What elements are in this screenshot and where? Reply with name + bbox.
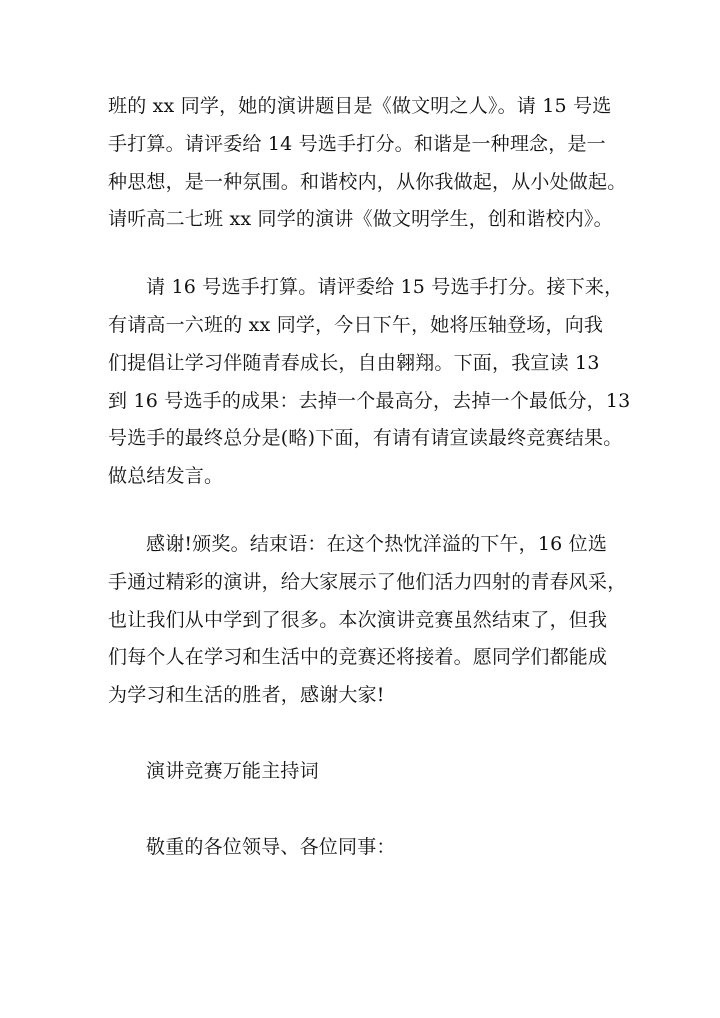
text-line: 到 16 号选手的成果：去掉一个最高分，去掉一个最低分，13	[108, 389, 631, 412]
text-line: 班的 xx 同学，她的演讲题目是《做文明之人》。请 15 号选	[108, 95, 612, 117]
paragraph-results	[108, 269, 631, 496]
text-line: 手通过精彩的演讲，给大家展示了他们活力四射的青春风采，	[108, 570, 627, 593]
salutation	[108, 829, 616, 867]
text-line: 手打算。请评委给 14 号选手打分。和谐是一种理念，是一	[108, 132, 606, 155]
text-line: 请听高二七班 xx 同学的演讲《做文明学生，创和谐校内》。	[108, 208, 613, 231]
text-line: 号选手的最终总分是(略)下面，有请有请宣读最终竞赛结果。	[108, 427, 623, 450]
text-line: 为学习和生活的胜者，感谢大家!	[108, 684, 385, 707]
text-line: 们提倡让学习伴随青春成长，自由翱翔。下面，我宣读 13	[108, 351, 600, 374]
text-line: 种思想，是一种氛围。和谐校内，从你我做起，从小处做起。	[108, 170, 627, 193]
text-line: 请 16 号选手打算。请评委给 15 号选手打分。接下来，	[146, 276, 624, 299]
heading-line: 演讲竞赛万能主持词	[146, 759, 319, 782]
text-line: 做总结发言。	[108, 465, 224, 488]
salutation-line: 敬重的各位领导、各位同事：	[146, 835, 396, 858]
text-line: 有请高一六班的 xx 同学，今日下午，她将压轴登场，向我	[108, 313, 604, 336]
text-line: 也让我们从中学到了很多。本次演讲竞赛虽然结束了，但我	[108, 608, 608, 631]
document-body	[108, 88, 631, 867]
text-line: 们每个人在学习和生活中的竞赛还将接着。愿同学们都能成	[108, 646, 608, 669]
text-line: 感谢!颁奖。结束语：在这个热忱洋溢的下午，16 位选	[146, 532, 608, 555]
paragraph-contest-intro	[108, 88, 627, 239]
paragraph-closing	[108, 526, 627, 715]
section-heading	[108, 753, 616, 791]
